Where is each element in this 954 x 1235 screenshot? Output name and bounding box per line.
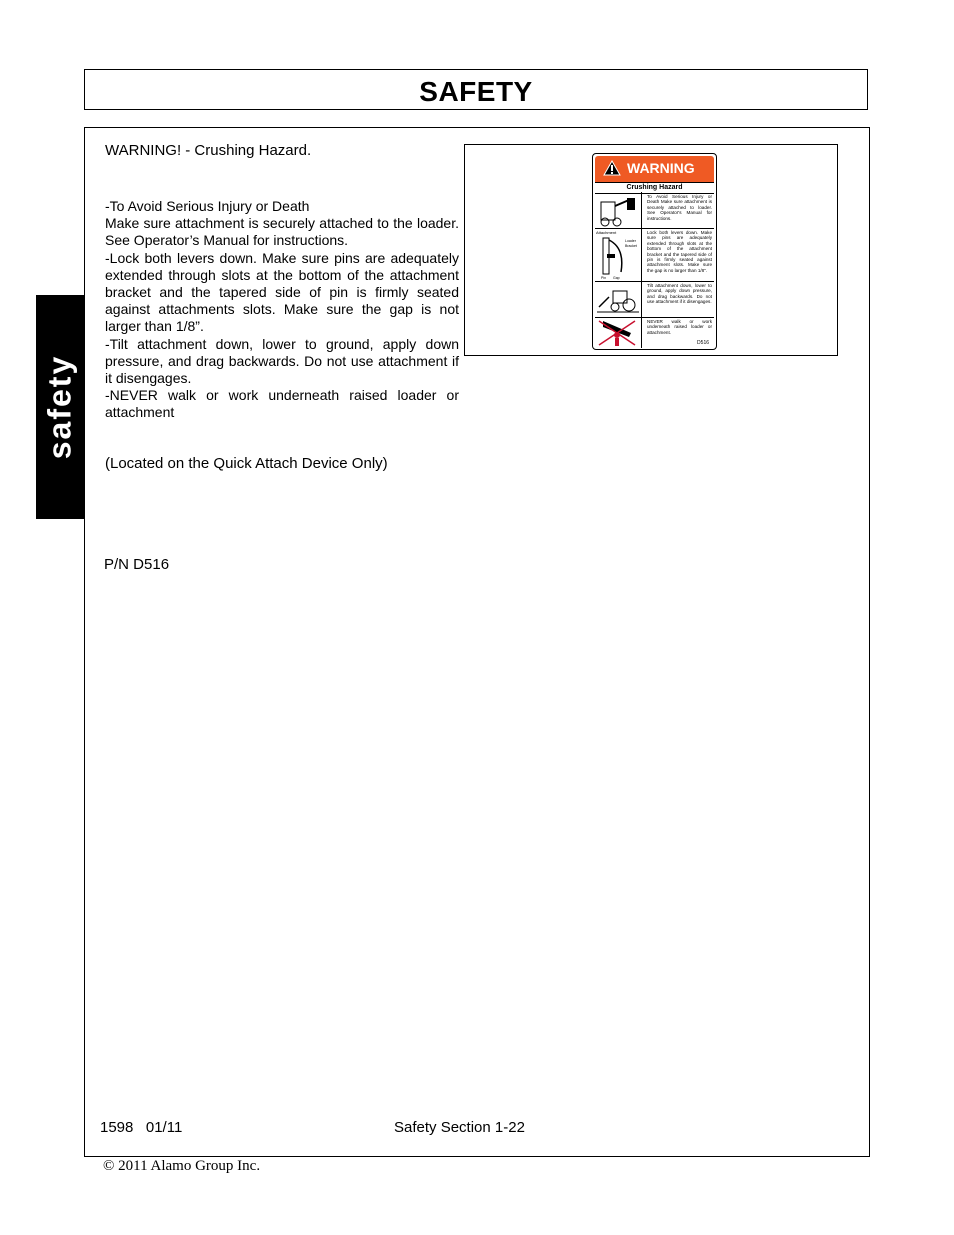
pic-label-loader: Loader: [625, 239, 636, 243]
tractor-icon: [595, 281, 642, 317]
pic-label-bracket: Bracket: [625, 244, 637, 248]
side-tab-label: safety: [41, 354, 78, 460]
warning-triangle-icon: [603, 160, 621, 176]
decal-row: [595, 281, 714, 318]
decal-header: [595, 156, 714, 182]
page-title: SAFETY: [419, 76, 533, 107]
header-box: [84, 69, 868, 110]
warning-title: WARNING! - Crushing Hazard.: [105, 142, 312, 159]
footer-section: Safety Section 1-22: [394, 1119, 525, 1136]
decal-row-text: NEVER walk or work underneath raised loader or attachment.: [647, 319, 712, 335]
pic-label-attachment: Attachment: [596, 230, 617, 235]
warning-line: -NEVER walk or work underneath raised loader or attachment: [105, 387, 459, 421]
pic-label-gap: Gap: [613, 276, 620, 280]
decal-subheading: Crushing Hazard: [595, 182, 714, 194]
decal-row: [595, 192, 714, 229]
decal-row-text: Tilt attachment down, lower to ground, apply down pressure, and drag backwards. Do not use attachment if it disengages.: [647, 283, 712, 305]
warning-line: -To Avoid Serious Injury or Death: [105, 198, 310, 214]
decal-row: [595, 317, 714, 348]
warning-line: -Lock both levers down. Make sure pins are adequately extended through slots at the bottom of the attachment bracket and the tapered side of pin is firmly seated against attachments slots. Make sure the gap is not larger than 1/8”.: [105, 249, 459, 335]
decal-row: [595, 228, 714, 282]
decal-heading: WARNING: [627, 160, 695, 176]
side-tab: [36, 295, 84, 519]
pic-label-pin: Pin: [601, 276, 607, 280]
decal-row-text: To Avoid Serious Injury or Death Make sure attachment is securely attached to loader. See Operator's Manual for instructions.: [647, 194, 712, 221]
warning-line: -Tilt attachment down, lower to ground, apply down pressure, and drag backwards. Do not use attachment if it disengages.: [105, 335, 459, 387]
location-note: (Located on the Quick Attach Device Only): [105, 455, 388, 472]
warning-decal: [592, 153, 717, 350]
decal-row-text: Lock both levers down. Make sure pins are adequately extended through slots at the bottom of the attachment bracket and the tapered side of pin is firmly seated against attachment slots. Make sure the gap is no larger than 1/8".: [647, 230, 712, 273]
copyright: © 2011 Alamo Group Inc.: [103, 1158, 261, 1174]
pin-bracket-icon: [595, 228, 642, 281]
crush-person-icon: [595, 317, 642, 348]
decal-code: D516: [697, 340, 709, 346]
warning-body: [105, 198, 459, 422]
loader-attach-icon: [595, 192, 642, 228]
footer-model-date: 1598 01/11: [100, 1119, 183, 1136]
part-number: P/N D516: [104, 556, 170, 573]
warning-line: Make sure attachment is securely attached to the loader. See Operator’s Manual for instructions.: [105, 215, 459, 249]
